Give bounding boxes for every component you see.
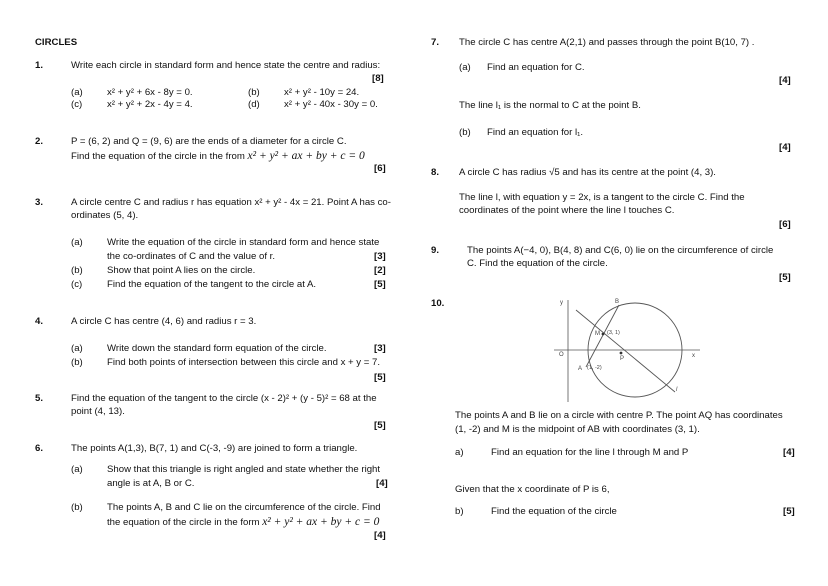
point-b-label: B <box>615 299 620 305</box>
q6-number: 6. <box>35 443 44 454</box>
q7-normal-text: The line l₁ is the normal to C at the point B. <box>459 100 641 111</box>
q1-part-a-eq: x² + y² + 6x - 8y = 0. <box>107 87 193 98</box>
q7-part-b-marks: [4] <box>779 142 791 153</box>
q3-part-b-label: (b) <box>71 265 83 276</box>
q10-part-b-text: Find the equation of the circle <box>491 506 617 517</box>
q7-part-b-text: Find an equation for l₁. <box>487 127 584 138</box>
q10-circle-diagram <box>550 292 710 404</box>
q2-line1: P = (6, 2) and Q = (9, 6) are the ends of a diameter for a circle C. <box>71 136 347 147</box>
q1-part-b-label: (b) <box>248 87 260 98</box>
q9-line2: C. Find the equation of the circle. <box>467 258 608 269</box>
q9-line1: The points A(−4, 0), B(4, 8) and C(6, 0) lie on the circumference of circle <box>467 245 774 256</box>
page-title: CIRCLES <box>35 37 78 48</box>
q2-line2: Find the equation of the circle in the from x² + y² + ax + by + c = 0 <box>71 150 365 162</box>
q1-marks: [8] <box>372 73 384 84</box>
origin-label: O <box>559 352 564 358</box>
q3-number: 3. <box>35 197 44 208</box>
q1-part-a-label: (a) <box>71 87 83 98</box>
chord-ab <box>586 305 619 367</box>
q7-part-b-label: (b) <box>459 127 471 138</box>
q9-number: 9. <box>431 245 440 256</box>
q6-part-a-label: (a) <box>71 464 83 475</box>
q3-part-c-label: (c) <box>71 279 83 290</box>
q3-part-b-text: Show that point A lies on the circle. <box>107 265 256 276</box>
q4-part-b-text: Find both points of intersection between this circle and x + y = 7. <box>107 357 381 368</box>
point-m-label: M <box>595 331 600 337</box>
q4-text: A circle C has centre (4, 6) and radius r = 3. <box>71 316 257 327</box>
q1-part-d-label: (d) <box>248 99 260 110</box>
q4-part-b-label: (b) <box>71 357 83 368</box>
q8-line2: The line l, with equation y = 2x, is a tangent to the circle C. Find the <box>459 192 745 203</box>
q2-marks: [6] <box>374 163 386 174</box>
q6-part-b-line2: the equation of the circle in the form x² + y² + ax + by + c = 0 <box>107 516 380 528</box>
q5-number: 5. <box>35 393 44 404</box>
q3-part-b-marks: [2] <box>374 265 386 276</box>
q10-part-b-marks: [5] <box>783 506 795 517</box>
q7-part-a-label: (a) <box>459 62 471 73</box>
q6-text: The points A(1,3), B(7, 1) and C(-3, -9) are joined to form a triangle. <box>71 443 358 454</box>
q3-part-a-marks: [3] <box>374 251 386 262</box>
q10-number: 10. <box>431 298 445 309</box>
q7-text: The circle C has centre A(2,1) and passes through the point B(10, 7) . <box>459 37 755 48</box>
q7-part-a-text: Find an equation for C. <box>487 62 585 73</box>
q3-part-c-marks: [5] <box>374 279 386 290</box>
q6-part-a-line2: angle is at A, B or C. <box>107 478 195 489</box>
q5-marks: [5] <box>374 420 386 431</box>
y-axis-label: y <box>560 300 563 306</box>
q5-line2: point (4, 13). <box>71 406 125 417</box>
q6-part-a-line1: Show that this triangle is right angled and state whether the right <box>107 464 381 475</box>
q10-part-b-label: b) <box>455 506 464 517</box>
q1-part-b-eq: x² + y² - 10y = 24. <box>284 87 360 98</box>
q3-line2: ordinates (5, 4). <box>71 210 139 221</box>
q4-part-b-marks: [5] <box>374 372 386 383</box>
q7-number: 7. <box>431 37 440 48</box>
q6-part-a-marks: [4] <box>376 478 388 489</box>
point-a-label: A <box>578 366 583 372</box>
line-l <box>576 310 675 392</box>
point-a-coord: (1, -2) <box>587 365 602 371</box>
q1-number: 1. <box>35 60 44 71</box>
q4-part-a-text: Write down the standard form equation of the circle. <box>107 343 327 354</box>
point-m <box>602 333 605 336</box>
q6-equation: x² + y² + ax + by + c = 0 <box>262 516 380 528</box>
x-axis-label: x <box>692 353 695 359</box>
q4-part-a-marks: [3] <box>374 343 386 354</box>
q8-text: A circle C has radius √5 and has its centre at the point (4, 3). <box>459 167 716 178</box>
q10-line2: (1, -2) and M is the midpoint of AB with coordinates (3, 1). <box>455 424 700 435</box>
q2-equation: x² + y² + ax + by + c = 0 <box>247 150 365 162</box>
line-l-label: l <box>676 387 678 393</box>
q10-part-a-text: Find an equation for the line l through M and P <box>491 447 689 458</box>
q3-part-c-text: Find the equation of the tangent to the circle at A. <box>107 279 317 290</box>
q1-part-d-eq: x² + y² - 40x - 30y = 0. <box>284 99 378 110</box>
q10-part-a-marks: [4] <box>783 447 795 458</box>
q7-part-a-marks: [4] <box>779 75 791 86</box>
q1-part-c-label: (c) <box>71 99 83 110</box>
q4-number: 4. <box>35 316 44 327</box>
q10-part-a-label: a) <box>455 447 464 458</box>
q8-line3: coordinates of the point where the line l touches C. <box>459 205 675 216</box>
q10-given: Given that the x coordinate of P is 6, <box>455 484 610 495</box>
q6-part-b-label: (b) <box>71 502 83 513</box>
q8-number: 8. <box>431 167 440 178</box>
q3-part-a-line1: Write the equation of the circle in standard form and hence state <box>107 237 380 248</box>
q6-part-b-line1: The points A, B and C lie on the circumference of the circle. Find <box>107 502 381 513</box>
q1-part-c-eq: x² + y² + 2x - 4y = 4. <box>107 99 193 110</box>
point-p <box>620 352 623 355</box>
q3-part-a-line2: the co-ordinates of C and the value of r. <box>107 251 275 262</box>
q8-marks: [6] <box>779 219 791 230</box>
q4-part-a-label: (a) <box>71 343 83 354</box>
q3-line1: A circle centre C and radius r has equation x² + y² - 4x = 21. Point A has co- <box>71 197 391 208</box>
q6-part-b-marks: [4] <box>374 530 386 541</box>
q5-line1: Find the equation of the tangent to the circle (x - 2)² + (y - 5)² = 68 at the <box>71 393 377 404</box>
q2-number: 2. <box>35 136 44 147</box>
q10-line1: The points A and B lie on a circle with centre P. The point AQ has coordinates <box>455 410 783 421</box>
q1-text: Write each circle in standard form and hence state the centre and radius: <box>71 60 381 71</box>
q3-part-a-label: (a) <box>71 237 83 248</box>
q9-marks: [5] <box>779 272 791 283</box>
point-p-label: P <box>620 356 625 362</box>
point-m-coord: (3, 1) <box>607 330 620 336</box>
